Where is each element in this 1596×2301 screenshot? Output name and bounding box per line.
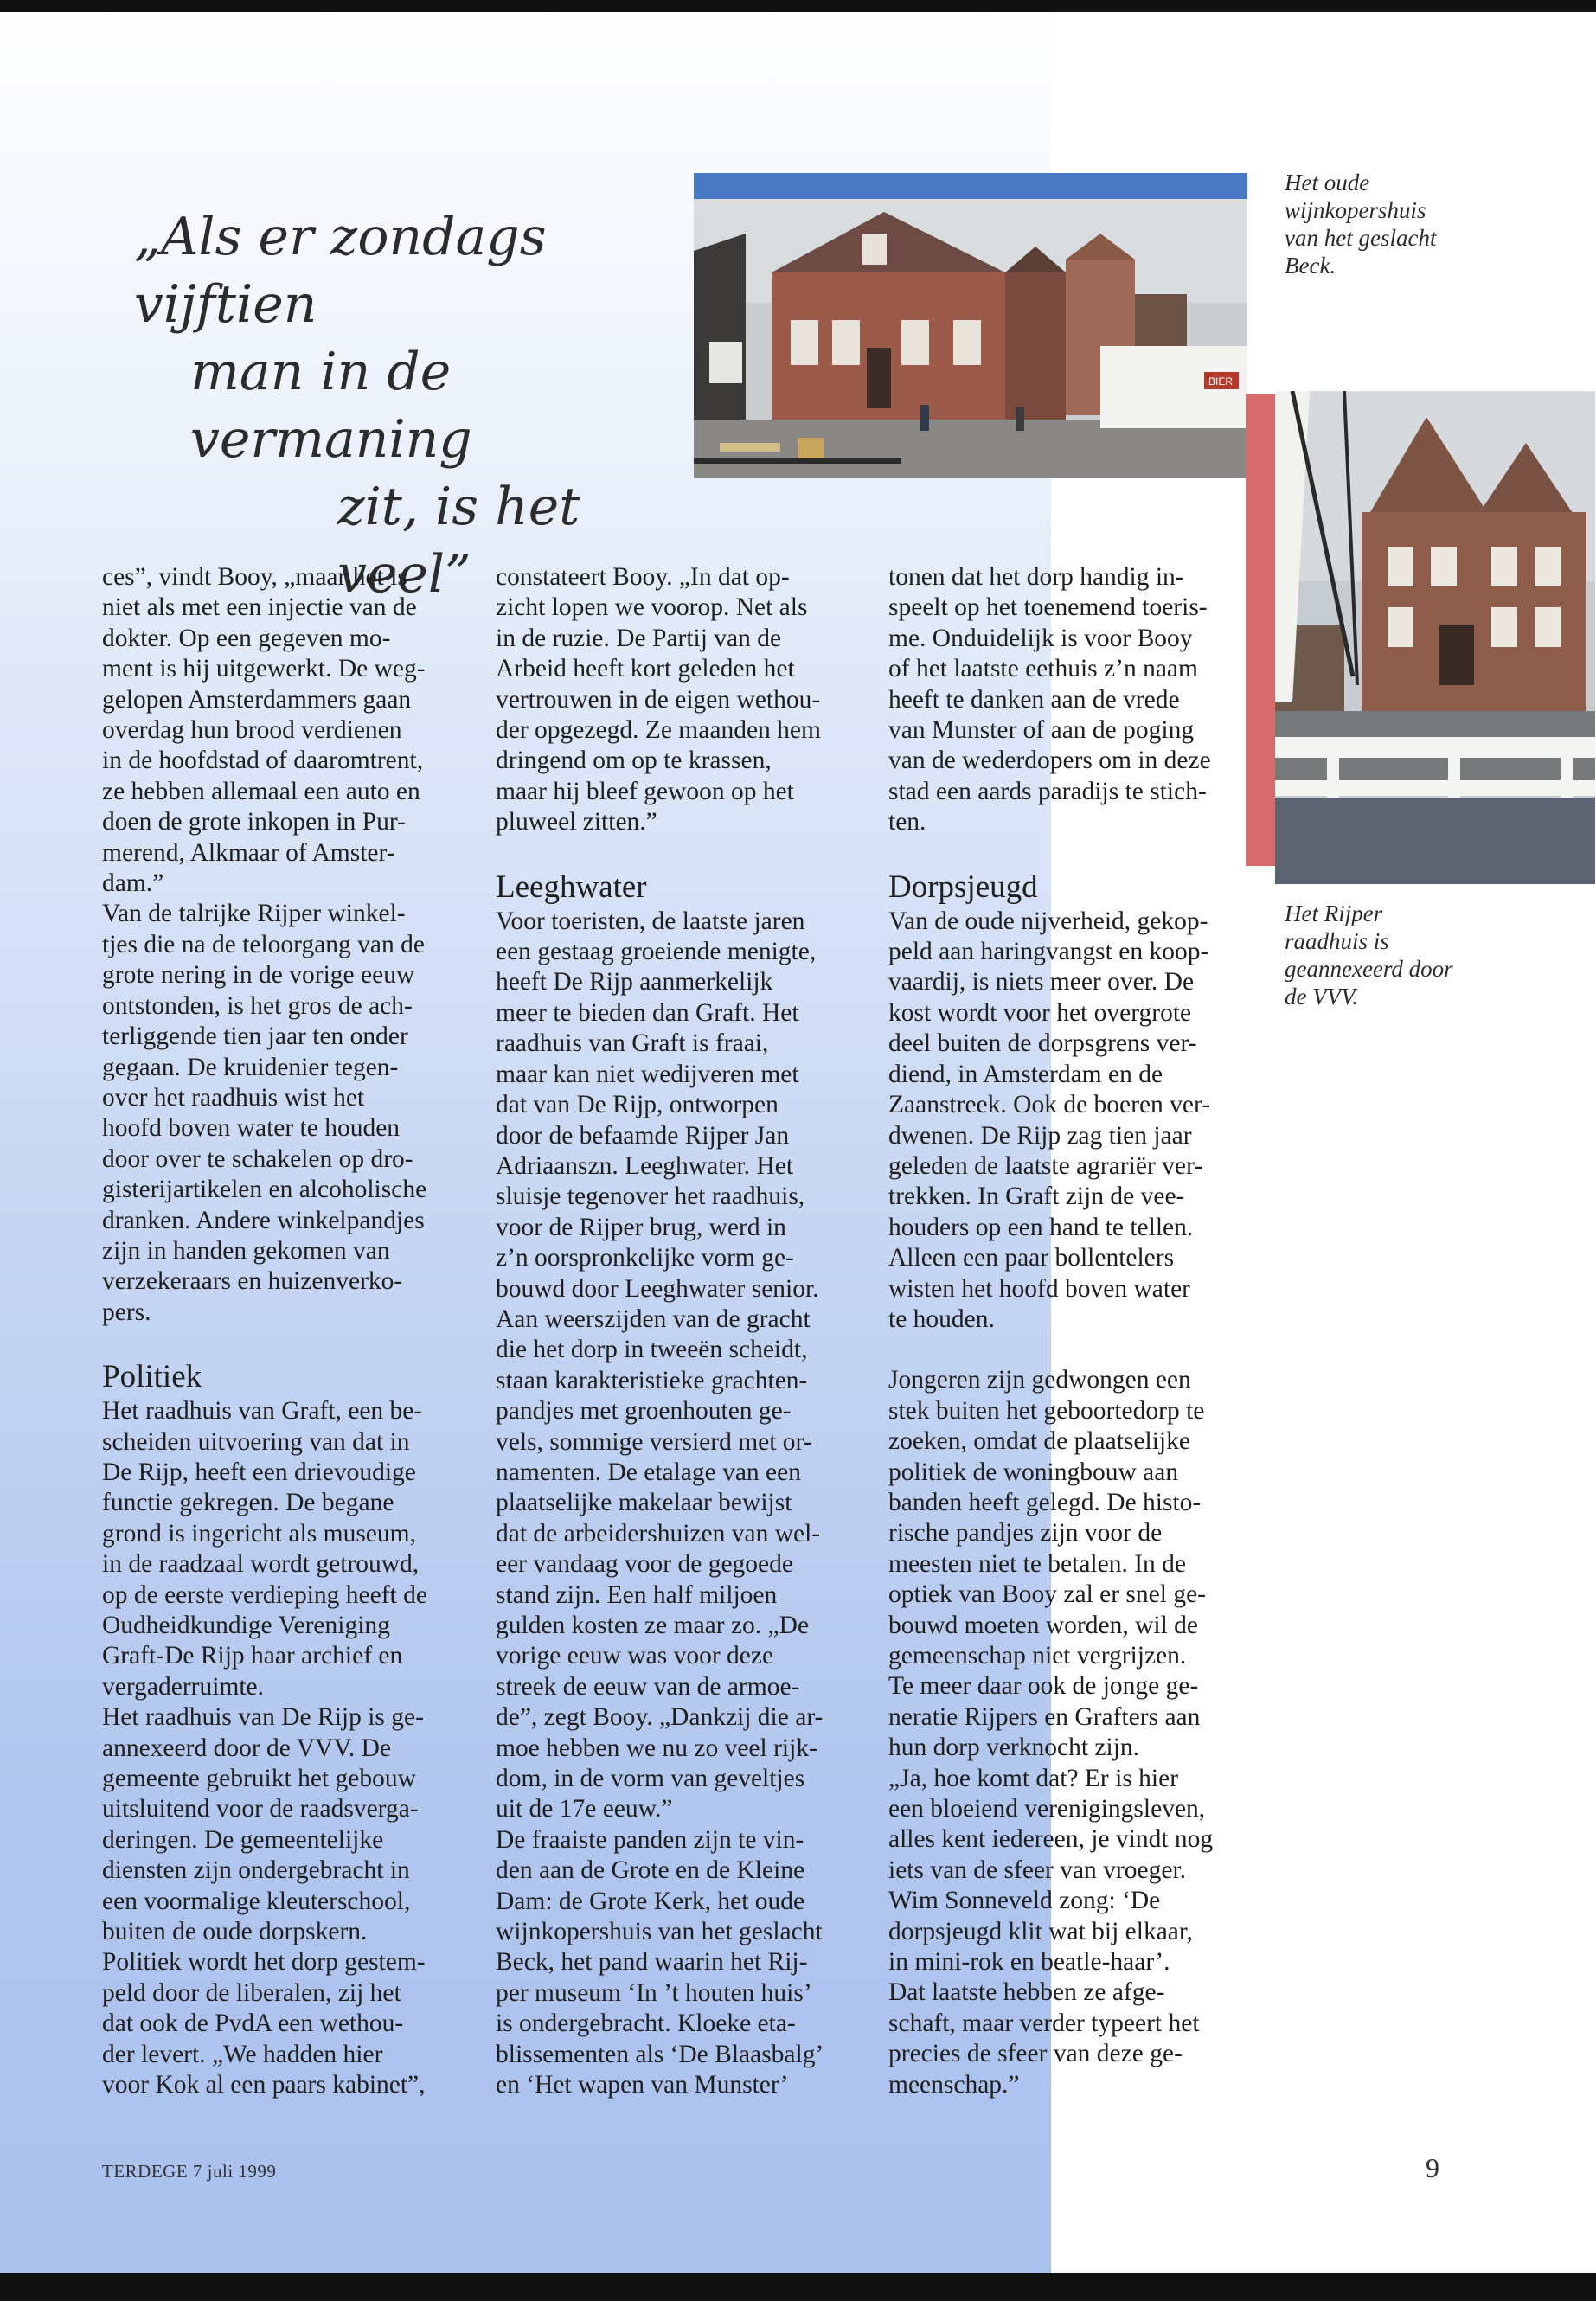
photo-town-hall	[1275, 391, 1595, 884]
photo-town-hall-image	[1275, 391, 1595, 884]
column-3-gap	[888, 838, 1260, 868]
bottom-rule	[0, 2273, 1596, 2301]
photo-wine-merchant-house	[694, 199, 1247, 478]
photo-wine-merchant-house-image	[694, 199, 1247, 478]
article-column-3	[888, 562, 1260, 2100]
column-2-paragraph-2: Voor toeristen, de laatste jaren een gestaag groeiende menigte, heeft De Rijp aanmerkelijk meer te bieden dan Graft. Het raadhuis van Graft is fraai, maar kan niet wedijveren met dat van De Rijp, ontworpen door de befaamde Rijper Jan Adriaanszn. Leeghwater. Het sluisje tegenover het raadhuis, voor de Rijper brug, werd in z’n oorspronkelijke vorm ge- bouwd door Leeghwater senior. Aan weerszijden van de gracht die het dorp in tweeën scheidt, staan karakteristieke grachten- pandjes met groenhouten ge- vels, sommige versierd met or- namenten. De etalage van een plaatselijke makelaar bewijst dat de arbeidershuizen van wel- eer vandaag voor de gegoede stand zijn. Een half miljoen gulden kosten ze maar zo. „De vorige eeuw was voor deze streek de eeuw van de armoe- de”, zegt Booy. „Dankzij die ar- moe hebben we nu zo veel rijk- dom, in de vorm van geveltjes uit de 17e eeuw.” De fraaiste panden zijn te vin- den aan de Grote en de Kleine Dam: de Grote Kerk, het oude wijnkopershuis van het geslacht Beck, het pand waarin het Rij- per museum ‘In ’t houten huis’ is ondergebracht. Kloeke eta- blissementen als ‘De Blaasbalg’ en ‘Het wapen van Munster’	[496, 907, 824, 2099]
pull-quote	[121, 203, 683, 608]
pull-quote-line-1: „Als er zondags vijftien	[134, 207, 547, 335]
accent-blue-bar	[694, 173, 1247, 199]
column-3-paragraph-3: Jongeren zijn gedwongen een stek buiten het geboortedorp te zoeken, omdat de plaatselijke politiek de woningbouw aan banden heeft gelegd. De histo- rische pandjes zijn voor de meesten niet te betalen. In de optiek van Booy zal er snel ge- bouwd moeten worden, wil de gemeenschap niet vergrijzen. Te meer daar ook de jonge ge- neratie Rijpers en Grafters aan hun dorp verknocht zijn. „Ja, hoe komt dat? Er is hier een bloeiend verenigingsleven, alles kent iedereen, je vindt nog iets van de sfeer van vroeger. Wim Sonneveld zong: ‘De dorpsjeugd klit wat bij elkaar, in mini-rok en beatle-haar’. Dat laatste hebben ze afge- schaft, maar verder typeert het precies de sfeer van deze ge- meenschap.”	[888, 1366, 1214, 2099]
pull-quote-line-2: man in de vermaning	[190, 342, 472, 470]
column-1-paragraph-2: Het raadhuis van Graft, een be- scheiden uitvoering van dat in De Rijp, heeft een drievoudige functie gekregen. De begane grond is ingericht als museum, in de raadzaal wordt getrouwd, op de eerste verdieping heeft de Oudheidkundige Vereniging Graft-De Rijp haar archief en vergaderruimte. Het raadhuis van De Rijp is ge- annexeerd door de VVV. De gemeente gebruikt het gebouw uitsluitend voor de raadsverga- deringen. De gemeentelijke diensten zijn ondergebracht in een voormalige kleuterschool, buiten de oude dorpskern. Politiek wordt het dorp gestem- peld door de liberalen, zij het dat ook de PvdA een wethou- der levert. „We hadden hier voor Kok al een paars kabinet”,	[102, 1397, 427, 2099]
article-column-1	[102, 562, 457, 2101]
trailer-sign-text: BIER	[1208, 375, 1234, 388]
top-rule	[0, 0, 1596, 12]
article-column-2	[496, 562, 850, 2101]
heading-dorpsjeugd: Dorpsjeugd	[888, 868, 1038, 905]
column-3-paragraph-1: tonen dat het dorp handig in- speelt op het toenemend toeris- me. Onduidelijk is voor Booy of het laatste eethuis z’n naam heeft te danken aan de vrede van Munster of aan de poging van de wederdopers om in deze stad een aards paradijs te stich- ten.	[888, 563, 1211, 836]
column-1-gap	[102, 1328, 457, 1358]
pull-quote-line-3: zit, is het veel”	[337, 477, 580, 605]
heading-politiek: Politiek	[102, 1359, 202, 1395]
column-2-paragraph-1: constateert Booy. „In dat op- zicht lopen we voorop. Net als in de ruzie. De Partij van de Arbeid heeft kort geleden het vertrouwen in de eigen wethou- der opgezegd. Ze maanden hem dringend om op te krassen, maar hij bleef gewoon op het pluweel zitten.”	[496, 563, 821, 836]
column-3-paragraph-2: Van de oude nijverheid, gekop- peld aan haringvangst en koop- vaardij, is niets meer over. De kost wordt voor het overgrote deel buiten de dorpsgrens ver- diend, in Amsterdam en de Zaanstreek. Ook de boeren ver- dwenen. De Rijp zag tien jaar geleden de laatste agrariër ver- trekken. In Graft zijn de vee- houders op een hand te tellen. Alleen een paar bollentelers wisten het hoofd boven water te houden.	[888, 907, 1211, 1333]
column-3-gap-2	[888, 1335, 1260, 1365]
caption-town-hall: Het Rijper raadhuis is geannexeerd door de VVV.	[1285, 901, 1453, 1009]
heading-leeghwater: Leeghwater	[496, 868, 647, 905]
page-number: 9	[1426, 2152, 1439, 2183]
footer-publication: TERDEGE 7 juli 1999	[102, 2161, 277, 2182]
caption-wine-house: Het oude wijnkopershuis van het geslacht Beck.	[1285, 170, 1437, 279]
column-1-paragraph-1: ces”, vindt Booy, „maar het is niet als met een injectie van de dokter. Op een gegeven mo- ment is hij uitgewerkt. De weg- gelopen Amsterdammers gaan overdag hun brood verdienen in de hoofdstad of daaromtrent, ze hebben allemaal een auto en doen de grote inkopen in Pur- merend, Alkmaar of Amster- dam.” Van de talrijke Rijper winkel- tjes die na de teloorgang van de grote nering in de vorige eeuw ontstonden, is het gros de ach- terliggende tien jaar ten onder gegaan. De kruidenier tegen- over het raadhuis wist het hoofd boven water te houden door over te schakelen op dro- gisterijartikelen en alcoholische dranken. Andere winkelpandjes zijn in handen gekomen van verzekeraars en huizenverko- pers.	[102, 563, 427, 1326]
column-2-gap	[496, 838, 850, 868]
